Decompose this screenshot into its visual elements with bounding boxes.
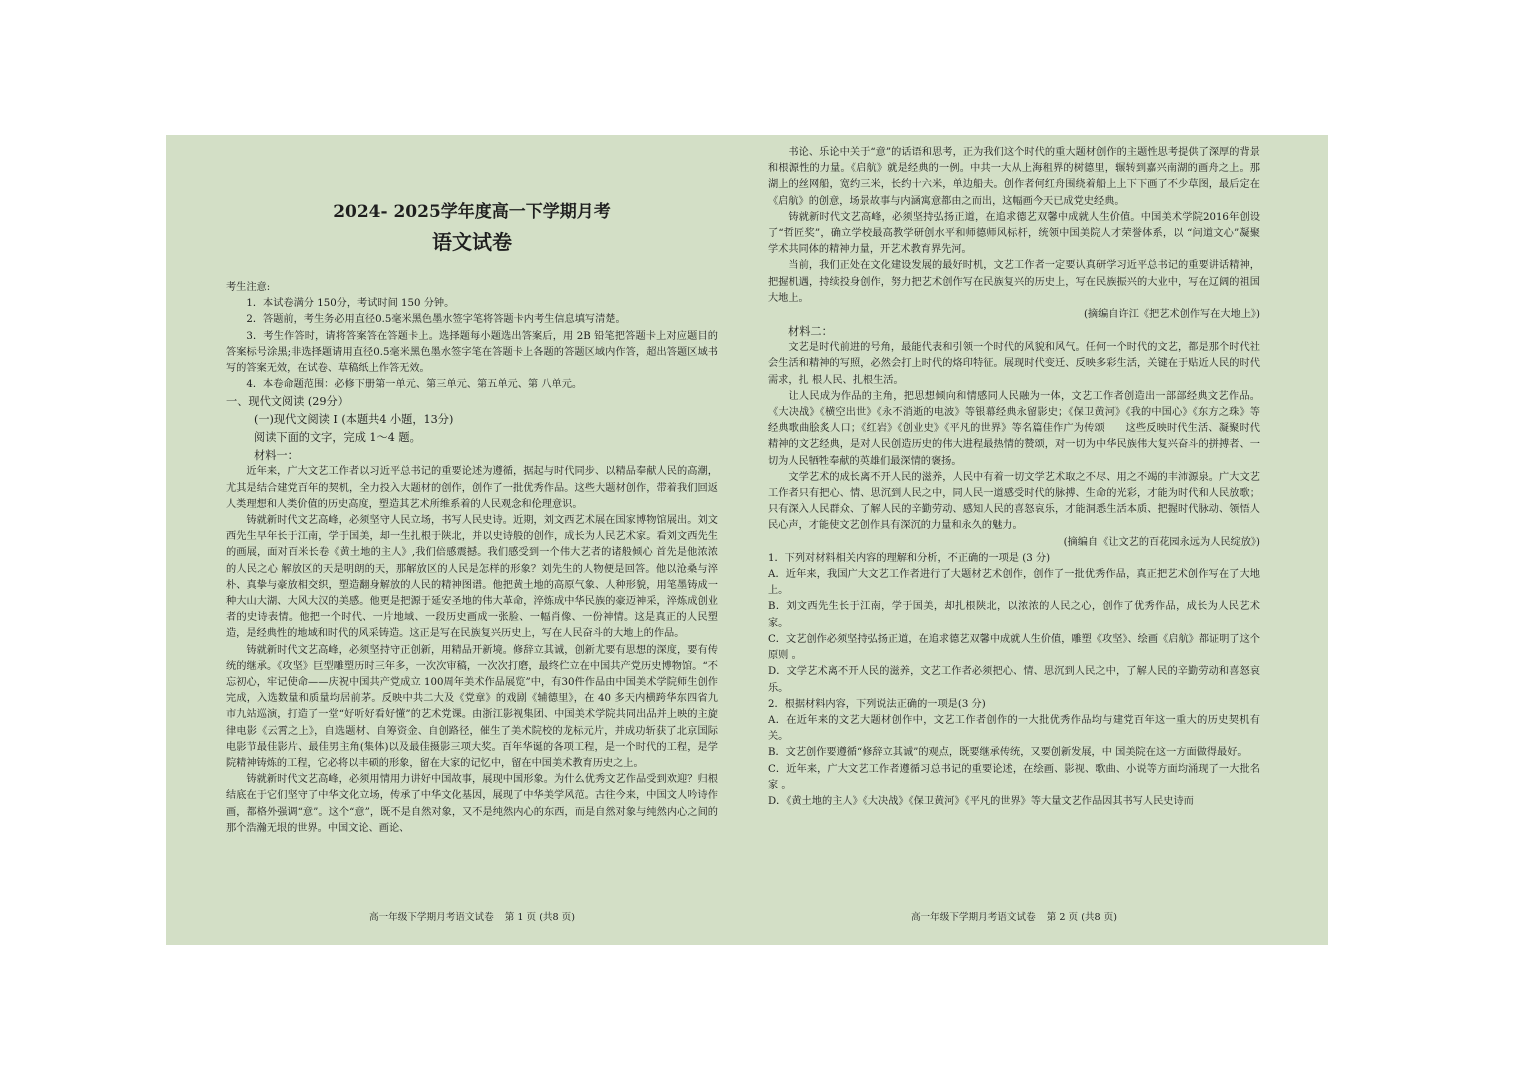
notice-title: 考生注意: (226, 282, 271, 293)
footer-page-number: 第 1 页 (共8 页) (504, 912, 576, 923)
passage-paragraph: 当前，我们正处在文化建设发展的最好时机，文艺工作者一定要认真研学习近平总书记的重要讲话精神，把握机遇，持续投身创作，努力把艺术创作写在民族复兴的历史上，写在民族振兴的大业中，写在辽阔的祖国大地上。 (768, 260, 1260, 304)
reading-instruction: 阅读下面的文字，完成 1～4 题。 (254, 431, 421, 445)
exam-subtitle: 语文试卷 (432, 230, 512, 254)
answer-option: A．在近年来的文艺大题材创作中，文艺工作者创作的一大批优秀作品均与建党百年这一重大的历史契机有关。 (768, 714, 1260, 743)
passage-paragraph: 铸就新时代文艺高峰，必须用情用力讲好中国故事，展现中国形象。为什么优秀文艺作品受到欢迎？归根结底在于它们坚守了中华文化立场，传承了中华文化基因，展现了中华美学风范。古往今来，中国文人吟诗作画，都格外强调“意”。这个“意”，既不是自然对象，又不是纯然内心的东西，而是自然对象与纯然内心之间的那个浩瀚无垠的世界。中国文论、画论、 (226, 774, 718, 834)
footer-page-number: 第 2 页 (共8 页) (1046, 912, 1118, 923)
subsection-heading: (一)现代文阅读 I (本题共4 小题，13分) (254, 413, 454, 427)
question-stem: 1．下列对材料相关内容的理解和分析，不正确的一项是 (3 分) (768, 552, 1051, 564)
notice-item: 4．本卷命题范围：必修下册第一单元、第三单元、第五单元、第 八单元。 (246, 379, 583, 391)
notice-item: 3．考生作答时，请将答案答在答题卡上。选择题每小题选出答案后，用 2B 铅笔把答题卡上对应题目的答案标号涂黑;非选择题请用直径0.5毫米黑色墨水签字笔在答题卡上各题的答题区域内作答，超出答题区域书写的答案无效，在试卷、草稿纸上作答无效。 (226, 330, 718, 375)
passage-paragraph: 书论、乐论中关于“意”的话语和思考，正为我们这个时代的重大题材创作的主题性思考提供了深厚的背景和根源性的力量。《启航》就是经典的一例。中共一大从上海租界的树德里，辗转到嘉兴南湖的画舟之上。那湖上的丝网船，宽约三米，长约十六米，单边船夫。创作者何红舟围绕着船上上下下画了不少草图，最后定在《启航》的创意，场景故事与内涵寓意都由之而出，这幅画今天已成党史经典。 (768, 147, 1260, 207)
answer-option: B．刘文西先生长于江南，学于国美，却扎根陕北，以浓浓的人民之心，创作了优秀作品，成长为人民艺术家。 (768, 601, 1260, 629)
notice-item: 1．本试卷满分 150分，考试时间 150 分钟。 (246, 298, 455, 310)
answer-option: C．文艺创作必须坚持弘扬正道，在追求德艺双馨中成就人生价值，雕塑《攻坚》、绘画《启航》都证明了这个原则 。 (768, 633, 1260, 662)
passage-paragraph: 文学艺术的成长离不开人民的滋养，人民中有着一切文学艺术取之不尽、用之不竭的丰沛源泉。广大文艺工作者只有把心、情、思沉到人民之中，同人民一道感受时代的脉搏、生命的光彩，才能为时代和人民放歌；只有深入人民群众、了解人民的辛勤劳动、感知人民的喜怒哀乐，才能洞悉生活本质、把握时代脉动、领悟人民心声，才能使文艺创作具有深沉的力量和永久的魅力。 (768, 471, 1260, 532)
passage-paragraph: 铸就新时代文艺高峰，必须坚守人民立场，书写人民史诗。近期，刘文西艺术展在国家博物馆展出。刘文西先生早年长于江南，学于国美，却一生扎根于陕北，并以史诗般的创作，成长为人民艺术家。看刘文西先生的画展，面对百米长卷《黄土地的主人》,我们倍感震撼。我们感受到一个伟大艺者的诸般倾心 首先是他浓浓的人民之心 解放区的天是明朗的天，那解放区的人民是怎样的形象？刘先生的人物便是回答。他以沧桑与淬朴、真挚与豪放相交织，塑造翻身解放的人民的精神图谱。他把黄土地的高原气象、人种形貌，用笔墨铸成一种大山大湖、大风大汉的美感。他更是把源于延安圣地的伟大革命，淬炼成中华民族的豪迈神采，淬炼成创业者的史诗表情。他把一个时代、一片地域、一段历史画成一张脸、一幅肖像、一份神情。这是真正的人民塑造，是经典性的地域和时代的风采铸造。这正是写在民族复兴历史上，写在人民奋斗的大地上的作品。 (226, 515, 718, 640)
passage-paragraph: 近年来，广大文艺工作者以习近平总书记的重要论述为遵循，据起与时代同步、以精品奉献人民的高潮，尤其是结合建党百年的契机，全力投入大题材的创作，创作了一批优秀作品。这些大题材创作，带着我们回返人类理想和人类价值的历史高度，塑造其艺术所维系着的人民观念和伦理意识。 (226, 466, 718, 510)
answer-option: A．近年来，我国广大文艺工作者进行了大题材艺术创作，创作了一批优秀作品，真正把艺术创作写在了大地上。 (768, 569, 1260, 597)
material-1-label: 材料一： (254, 449, 299, 463)
source-citation: (摘编自许江《把艺术创作写在大地上》) (1083, 309, 1260, 321)
question-stem: 2．根据材料内容，下列说法正确的一项是(3 分) (768, 698, 986, 710)
source-citation: (摘编自《让文艺的百花园永远为人民绽放》) (1063, 536, 1260, 548)
passage-paragraph: 文艺是时代前进的号角，最能代表和引领一个时代的风貌和风气。任何一个时代的文艺，都是那个时代社会生活和精神的写照，必然会打上时代的烙印特征。展现时代变迁、反映多彩生活，关键在于贴近人民的时代需求，扎 根人民、扎根生活。 (768, 342, 1260, 386)
answer-option: C．近年来，广大文艺工作者遵循习总书记的重要论述，在绘画、影视、歌曲、小说等方面均涌现了一大批名家 。 (768, 763, 1260, 791)
answer-option: B．文艺创作要遵循“修辞立其诚”的观点，既要继承传统，又要创新发展，中 国美院在这一方面做得最好。 (768, 747, 1248, 759)
page-2-body (768, 145, 1260, 810)
passage-paragraph: 铸就新时代文艺高峰，必须坚持弘扬正道，在追求德艺双馨中成就人生价值。中国美术学院2016年创设了“哲匠奖”，确立学校最高教学研创水平和师德师风标杆，统领中国美院人才荣誉体系，以 “问道文心”凝聚学术共同体的精神力量，开艺术教育界先河。 (768, 211, 1260, 256)
material-2-label: 材料二： (788, 325, 833, 339)
page-1-footer (226, 911, 718, 925)
exam-sheet (166, 135, 1328, 945)
page-2-footer (768, 911, 1260, 925)
footer-exam-name: 高一年级下学期月考语文试卷 (910, 912, 1036, 923)
answer-option: D．《黄土地的主人》《大决战》《保卫黄河》《平凡的世界》等大量文艺作品因其书写人民史诗而 (768, 795, 1194, 807)
exam-title: 2024- 2025学年度高一下学期月考 (333, 202, 611, 222)
passage-paragraph: 铸就新时代文艺高峰，必须坚持守正创新，用精品开新境。修辞立其诚，创新尤要有思想的深度，要有传统的继承。《攻坚》巨型雕塑历时三年多，一次次审稿，一次次打磨，最终伫立在中国共产党历史博物馆。“不忘初心，牢记使命——庆祝中国共产党成立 100周年美术作品展览”中，有30件作品由中国美术学院师生创作完成，入选数量和质量均居前茅。反映中共二大及《党章》的戏剧《辅德里》，在 40 多天内横跨华东四省九市九站巡演，打造了一堂“好听好看好懂”的艺术党课。由浙江影视集团、中国美术学院共同出品并上映的主旋律电影《云霄之上》，自选题材、自筹资金、自创路径，催生了美术院校的龙标元片，并成功斩获了北京国际电影节最佳影片、最佳男主角(集体)以及最佳摄影三项大奖。百年华诞的各项工程，是一个时代的工程，是学院精神铸炼的工程，它必将以丰硕的形象，留在大家的记忆中，留在中国美术教育历史之上。 (226, 644, 718, 770)
answer-option: D．文学艺术离不开人民的滋养，文艺工作者必须把心、情、思沉到人民之中，了解人民的辛勤劳动和喜怒哀乐。 (768, 666, 1260, 694)
footer-exam-name: 高一年级下学期月考语文试卷 (368, 912, 494, 923)
page-1-body (226, 280, 718, 837)
passage-paragraph: 让人民成为作品的主角，把思想倾向和情感同人民融为一体，文艺工作者创造出一部部经典文艺作品。《大决战》《横空出世》《永不消逝的电波》等银幕经典永留影史；《保卫黄河》《我的中国心》《东方之珠》等经典歌曲脍炙人口；《红岩》《创业史》《平凡的世界》等名篇佳作广为传颂 这些反映时代生活、凝聚时代精神的文艺经典，是对人民创造历史的伟大进程最热情的赞颂，对一切为中华民族伟大复兴奋斗的拼搏者、一切为人民牺牲奉献的英雄们最深情的褒扬。 (768, 390, 1260, 467)
section-heading: 一、现代文阅读 (29分） (226, 395, 349, 409)
notice-item: 2．答题前，考生务必用直径0.5毫米黑色墨水签字笔将答题卡内考生信息填写清楚。 (246, 314, 626, 326)
